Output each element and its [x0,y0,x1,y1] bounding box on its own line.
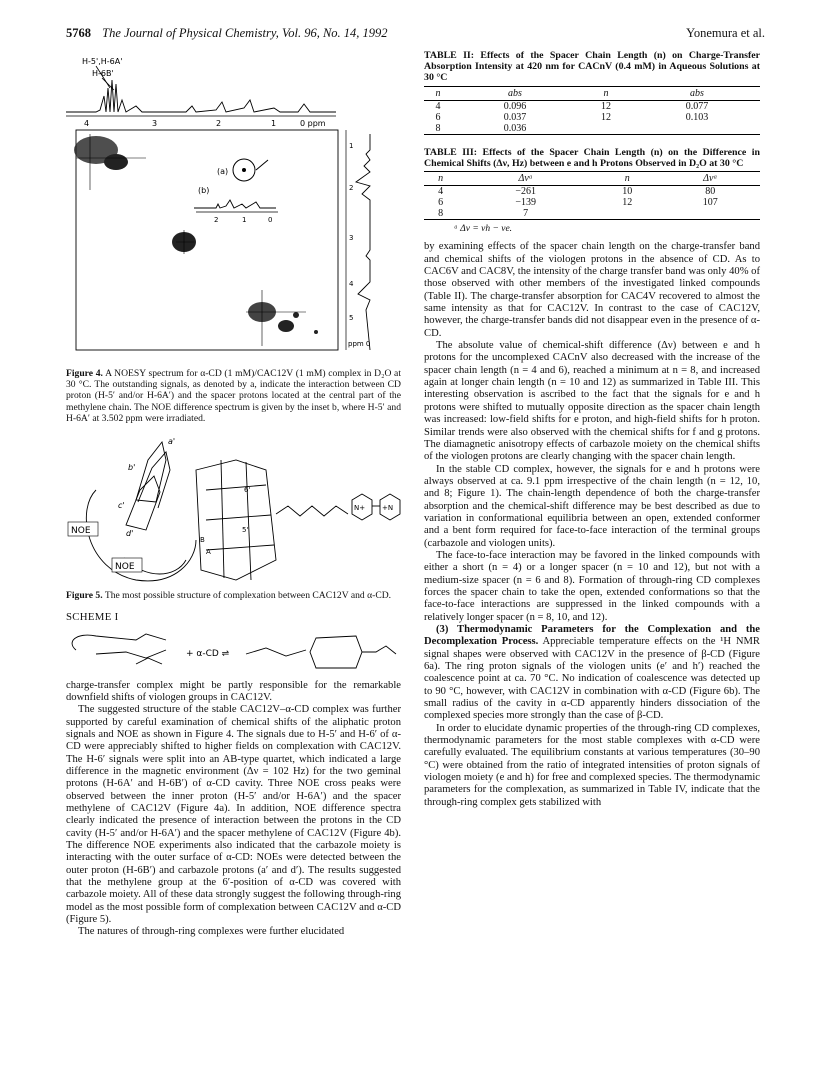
fig4-inset-b-label: (b) [198,186,210,195]
fig4-side-tick: 5 [349,314,354,322]
table-3-footnote: ᵃ Δν = νh − νe. [454,224,513,235]
table-3-header: Δνᵃ [457,172,594,186]
fig5-label-plus-n: +N [382,504,394,513]
fig5-noe-label: NOE [115,562,135,573]
right-paragraph: In order to elucidate dynamic properties of the through-ring CD complexes, thermodynamic parameters for the most stable complexes with α-CD were carefully evaluated. The equilibrium constants at various temperatures (30–90 °C) were obtained from the ratio of integrated intensities of proton signals of viologen moiety (e and h) for free and complexed species. The thermodynamic parameters for the complexation, as summarized in Table IV, indicate that the through-ring complex gets stabilized with [424,722,760,808]
left-column [66,50,401,939]
fig4-side-spectrum [356,134,370,350]
fig5-label-b: b' [128,463,136,473]
left-paragraph: The natures of through-ring complexes were further elucidated [78,926,345,938]
fig5-label-b-proton: B [200,536,205,545]
table-2-header: abs [452,86,578,100]
section-3-text: Appreciable temperature effects on the ¹H NMR signal shapes were observed with CAC12V in the presence of β-CD (Figure 6a). The ring proton signals of the viologen units (e′ and h′) reached the coalescence point at ca. 70 °C. No indication of coalescence was detected up to 90 °C, however, with CAC12V in combination with α-CD (Figure 6b). The small radius of the cavity in α-CD apparently hinders dissociation of the complexed species more strongly than the case of β-CD. [424,636,760,722]
scheme-1-title: SCHEME I [66,611,119,624]
table-row: 4 −261 10 80 [438,186,716,198]
table-row: 6 −139 12 107 [438,197,718,209]
fig4-inset-tick: 0 [268,216,273,224]
table-row: 4 0.096 12 0.077 [435,100,709,112]
fig5-noe-label: NOE [71,526,91,537]
fig5-label-a: a' [168,437,176,447]
fig4-label-h5-h6a: H-5',H-6A' [82,57,123,66]
left-paragraph: The suggested structure of the stable CAC12V–α-CD complex was further supported by careful examination of chemical shifts of the aliphatic proton signals and NOE as shown in Figure 4. The signals due to H-5′ and H-6′ of α-CD were appreciably shifted to higher fields on complexation with CAC12V. The H-6′ signals were split into an AB-type quartet, which indicated a large difference in the magnetic environment (Δν = 102 Hz) for the two geminal protons (H-6A′ and H-6B′) of α-CD cavity. Three NOE cross peaks were observed between the inner proton (H-5′ and/or H-6A′) and the spacer methylene of CAC12V (Figure 4a). In addition, NOE difference spectra clearly indicated the presence of interaction between the protons in the CD cavity (H-5′ and/or H-6A′) and the spacer methylene of CAC12V (Figure 4b). The difference NOE experiments also indicated that the carbazole moiety is interacting with the outer surface of α-CD: NOEs were detected between the outer proton (H-6B′) and carbazole protons (a′ and d′). The results suggested that the methylene group at the 6′-position of α-CD was covered with carbazole moiety. All of these data strongly suggest the following through-ring model as the most possible form of complexation between CAC12V and α-CD (Figure 5). [66,704,401,926]
figure-5-complex-structure [66,430,401,590]
figure-5-caption-label: Figure 5. [66,590,103,602]
fig4-xtick: 1 [271,119,277,128]
page-number: 5768 [66,26,91,40]
fig5-label-6prime: 6' [244,486,251,495]
right-paragraph: In the stable CD complex, however, the signals for e and h protons were always observed at ca. 9.1 ppm irrespective of the chain length (n = 12, 10, and 8; Figure 1). The chain-length dependence of both the charge-transfer absorption and the chemical-shift difference may be best described as due to variation in conformational equilibria between an open, extended conformer and a bent form required for face-to-face interaction of the terminal groups (carbazole and viologen units). [424,463,760,549]
fig5-label-d: d' [126,529,134,539]
table-2-caption: TABLE II: Effects of the Spacer Chain Length (n) on Charge-Transfer Absorption Intensity at 420 nm for CACnV (0.4 mM) in Aqueous Solutions at 30 °C [424,50,760,84]
running-authors: Yonemura et al. [686,26,765,40]
right-paragraph: The absolute value of chemical-shift difference (Δν) between e and h protons for the uncomplexed CACnV also decreased with the increase of the spacer chain length (n = 4 and 6), reached a minimum at n = 8, and increased again at longer chain length (n = 10 and 12) as summarized in Table III. This interesting observation is ascribed to the fact that the signals for e and h protons were shifted to mutually opposite direction as the spacer chain length was increased: low-field shifts for e proton, and high-field shifts for h proton. Similar trends were also observed with the chemical shifts for f and g protons. The diamagnetic anisotropy effects of carbazole moiety on the chemical shifts of the viologen protons are clearly changing with the spacer chain length. [424,340,760,463]
fig4-side-tick: 3 [349,234,354,242]
running-header [66,26,765,44]
figure-4-caption-label: Figure 4. [66,368,103,379]
fig4-inset-tick: 2 [214,216,219,224]
fig4-top-spectrum [66,80,336,112]
figure-5-caption-text: The most possible structure of complexation between CAC12V and α-CD. [104,590,392,602]
fig5-label-a-proton: A [206,548,211,557]
fig4-xtick: 2 [216,119,222,128]
table-row: 8 7 [424,208,760,220]
table-3-header: Δνᵃ [660,172,760,186]
fig4-inset-tick: 1 [242,216,247,224]
section-3-heading: (3) Thermodynamic Parameters for the Complexation and the Decomplexation Process. [424,624,760,648]
figure-4-caption-text: A NOESY spectrum for α-CD (1 mM)/CAC12V (1 mM) complex in D₂O at 30 °C. The outstanding signals, as denoted by a, indicate the interaction between CD proton (H-5′ and/or H-6A′) and the spacer protons located at the central part of the methylene chain. The NOE difference spectrum is given by the inset b, where H-5′ and H-6A′ at 3.502 ppm were irradiated. [66,368,401,424]
fig4-xtick: 3 [152,119,158,128]
fig4-side-tick: 1 [349,142,354,150]
fig4-inset-a-label: (a) [217,167,229,176]
fig4-side-tick: 4 [349,280,354,288]
table-3-header: n [594,172,660,186]
table-3 [424,171,760,220]
right-paragraph: by examining effects of the spacer chain length on the charge-transfer band and chemical shifts of the viologen protons in the absence of CD. As to CAC6V and CAC8V, the intensity of the charge transfer band was only 40% of those observed with other members of the investigated linked compounds (Table II). The charge-transfer absorption for CAC4V recovered to almost the same intensity as that for CAC12V. In contrast to the case of CAC12V, however, the charge-transfer bands did not disappear even in the presence of α-CD. [424,241,761,339]
table-2-header: n [424,86,452,100]
table-row: 6 0.037 12 0.103 [435,111,709,123]
left-paragraph: charge-transfer complex might be partly responsible for the remarkable downfield shifts of viologen groups in CAC12V. [66,679,401,703]
fig4-side-unit: ppm 0 [348,340,371,348]
table-row: 8 0.036 [424,123,760,135]
right-column [424,50,760,809]
fig5-label-c: c' [118,501,125,511]
table-2-header: n [578,86,634,100]
fig4-label-h6b: H-6B' [92,69,114,78]
scheme-1-reagent: + α-CD ⇌ [186,648,230,659]
fig4-xtick: 4 [84,119,90,128]
fig5-label-5prime: 5' [242,526,249,535]
table-2-header: abs [634,86,760,100]
journal-title: The Journal of Physical Chemistry, Vol. 96, No. 14, 1992 [102,26,388,40]
scheme-1-diagram [66,628,401,674]
section-3-paragraph [424,624,760,723]
fig5-label-n-plus: N+ [354,504,366,513]
table-2 [424,86,760,135]
figure-5-caption [66,590,401,601]
right-paragraph: The face-to-face interaction may be favored in the linked compounds with either a short (n = 4) or a longer spacer (n = 10 and 12), but not with a medium-size spacer (n = 6 and 8). Formation of through-ring CD complexes forces the spacer chain to take the open, extended conformations so that the face-to-face interactions are suppressed in the linked compounds with a relatively longer spacer (n = 8, 10, and 12). [424,549,760,623]
fig4-xtick: 0 ppm [300,119,326,128]
fig4-side-tick: 2 [349,184,354,192]
table-3-header: n [424,172,457,186]
figure-4-noesy-spectrum [66,50,401,368]
figure-4-caption [66,368,401,424]
table-3-caption: TABLE III: Effects of the Spacer Chain Length (n) on the Difference in Chemical Shifts (Δν, Hz) between e and h Protons Observed in D₂O at 30 °C [424,146,760,169]
